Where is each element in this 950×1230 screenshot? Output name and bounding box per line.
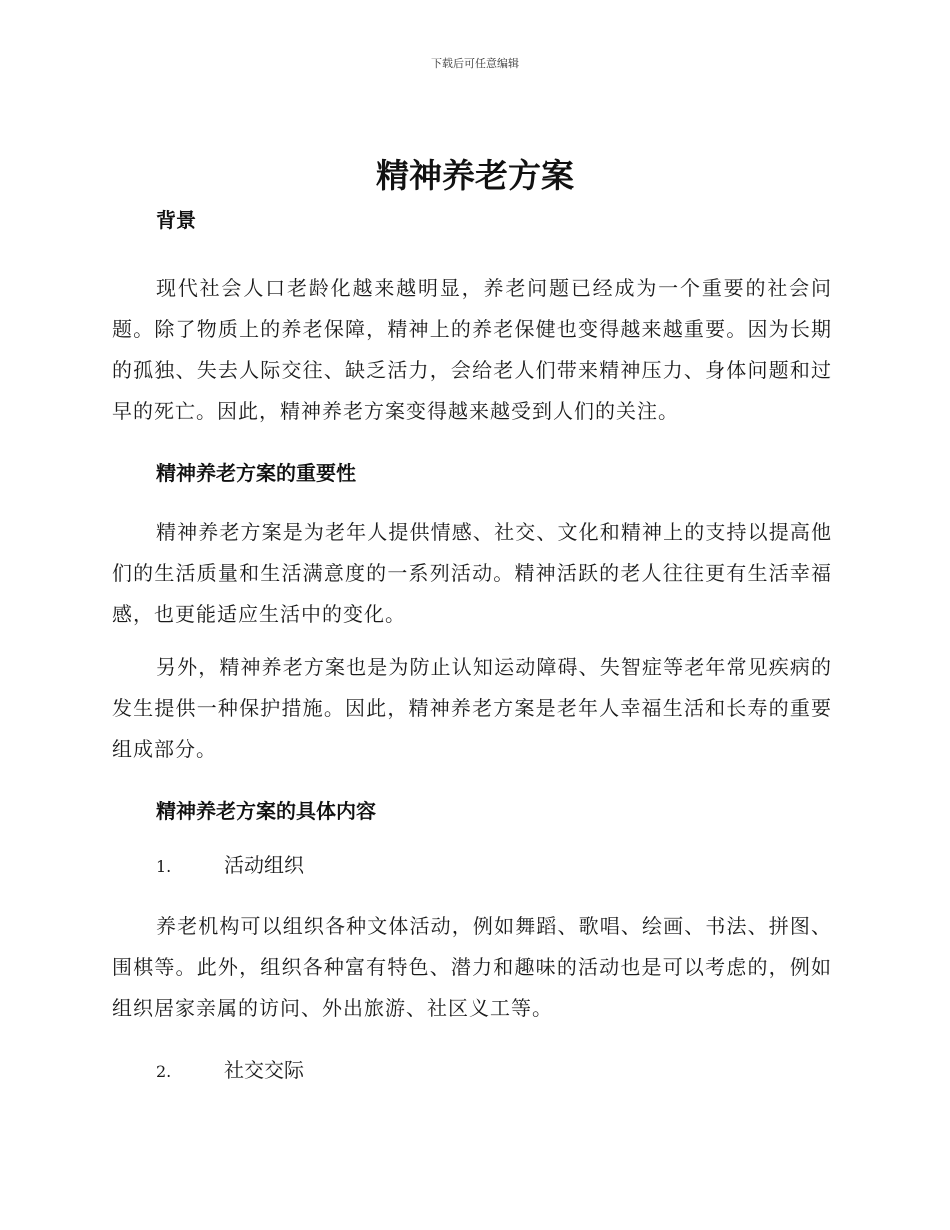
- header-note: 下载后可任意编辑: [431, 57, 519, 70]
- list-item-2: [112, 1055, 832, 1087]
- section-heading-background: 背景: [156, 208, 196, 232]
- list-item-number: 2.: [156, 1062, 172, 1081]
- importance-paragraph-1: 精神养老方案是为老年人提供情感、社交、文化和精神上的支持以提高他们的生活质量和生活满意度的一系列活动。精神活跃的老人往往更有生活幸福感，也更能适应生活中的变化。: [112, 520, 832, 626]
- background-paragraph: 现代社会人口老龄化越来越明显，养老问题已经成为一个重要的社会问题。除了物质上的养老保障，精神上的养老保健也变得越来越重要。因为长期的孤独、失去人际交往、缺乏活力，会给老人们带来精神压力、身体问题和过早的死亡。因此，精神养老方案变得越来越受到人们的关注。: [112, 276, 832, 423]
- section-heading-content: 精神养老方案的具体内容: [156, 799, 376, 823]
- section-heading-importance: 精神养老方案的重要性: [156, 461, 356, 485]
- importance-paragraph-2: 另外，精神养老方案也是为防止认知运动障碍、失智症等老年常见疾病的发生提供一种保护措施。因此，精神养老方案是老年人幸福生活和长寿的重要组成部分。: [112, 655, 832, 761]
- list-item-number: 1.: [156, 857, 172, 876]
- list-item-label: 活动组织: [224, 853, 304, 877]
- activity-paragraph: 养老机构可以组织各种文体活动，例如舞蹈、歌唱、绘画、书法、拼图、围棋等。此外，组织各种富有特色、潜力和趣味的活动也是可以考虑的，例如组织居家亲属的访问、外出旅游、社区义工等。: [112, 914, 832, 1020]
- list-item-label: 社交交际: [224, 1058, 304, 1082]
- document-body: [112, 205, 832, 1087]
- document-title: 精神养老方案: [376, 156, 574, 195]
- list-item-1: [112, 850, 832, 882]
